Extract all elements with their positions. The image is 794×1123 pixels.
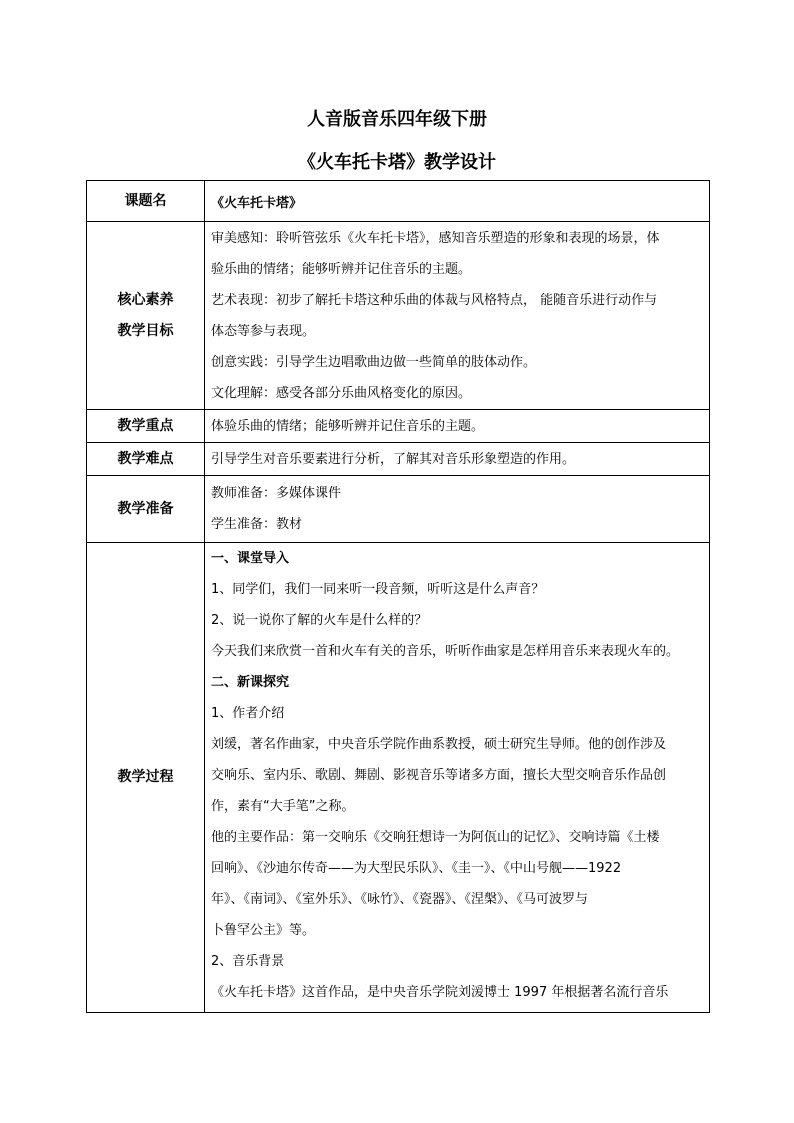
difficulty-text: 引导学生对音乐要素进行分析，了解其对音乐形象塑造的作用。 <box>211 451 576 467</box>
value-key-points <box>205 410 710 443</box>
process-line: 年》、《南词》、《室外乐》、《咏竹》、《瓷器》、《涅槃》、《马可波罗与 <box>211 892 589 907</box>
row-process <box>87 543 710 1013</box>
section-heading: 一、课堂导入 <box>211 551 290 566</box>
label-goals <box>87 222 205 410</box>
process-line: 他的主要作品：第一交响乐《交响狂想诗一为阿佤山的记忆》、交响诗篇《土楼 <box>211 830 660 845</box>
row-topic <box>87 181 710 222</box>
goal-line: 文化理解：感受各部分乐曲风格变化的原因。 <box>211 385 472 401</box>
prep-line: 学生准备：教材 <box>211 517 303 532</box>
section-heading: 二、新课探究 <box>211 675 290 690</box>
process-line: 今天我们来欣赏一首和火车有关的音乐，听听作曲家是怎样用音乐来表现火车的。 <box>211 644 680 659</box>
label-preparation: 教学准备 <box>87 476 205 543</box>
document-subtitle: 《火车托卡塔》教学设计 <box>298 152 496 173</box>
process-line: 刘缓，著名作曲家，中央音乐学院作曲系教授，硕士研究生导师。他的创作涉及 <box>211 737 667 752</box>
process-line: 2、说一说你了解的火车是什么样的？ <box>211 613 428 628</box>
lesson-plan-table <box>86 180 710 1013</box>
value-process <box>205 543 710 1013</box>
process-line: 交响乐、室内乐、歌剧、舞剧、影视音乐等诸多方面，擅长大型交响音乐作品创 <box>211 768 667 783</box>
goal-line: 验乐曲的情绪；能够听辨并记住音乐的主题。 <box>211 261 472 277</box>
row-difficulty <box>87 443 710 476</box>
process-line: 回响》、《沙迪尔传奇——为大型民乐队》、《圭一》、《中山号舰——1922 <box>211 861 622 876</box>
label-key-points: 教学重点 <box>87 410 205 443</box>
goal-line: 审美感知：聆听管弦乐《火车托卡塔》，感知音乐塑造的形象和表现的场景，体 <box>211 230 660 246</box>
row-preparation <box>87 476 710 543</box>
label-topic: 课题名 <box>87 181 205 222</box>
row-goals <box>87 222 710 410</box>
topic-name: 《火车托卡塔》 <box>211 195 303 211</box>
goal-line: 体态等参与表现。 <box>211 323 316 339</box>
value-preparation <box>205 476 710 543</box>
process-line: 《火车托卡塔》这首作品，是中央音乐学院刘湲博士 1997 年根据著名流行音乐 <box>211 985 669 1000</box>
label-goals-line1: 核心素养 <box>117 291 174 308</box>
goal-line: 创意实践：引导学生边唱歌曲边做一些简单的肢体动作。 <box>211 354 537 370</box>
row-key-points <box>87 410 710 443</box>
label-goals-line2: 教学目标 <box>117 322 174 339</box>
process-line: 2、音乐背景 <box>211 954 285 969</box>
document-title: 人音版音乐四年级下册 <box>307 109 487 130</box>
process-line: 1、作者介绍 <box>211 706 285 721</box>
value-difficulty <box>205 443 710 476</box>
process-line: 作，素有“大手笔”之称。 <box>211 799 355 814</box>
key-points-text: 体验乐曲的情绪；能够听辨并记住音乐的主题。 <box>211 418 485 434</box>
value-goals <box>205 222 710 410</box>
value-topic <box>205 181 710 222</box>
goal-line: 艺术表现：初步了解托卡塔这种乐曲的体裁与风格特点， 能随音乐进行动作与 <box>211 292 658 308</box>
process-line: 卜鲁罕公主》等。 <box>211 923 316 938</box>
prep-line: 教师准备：多媒体课件 <box>211 486 342 501</box>
process-line: 1、同学们，我们一同来听一段音频，听听这是什么声音？ <box>211 582 545 597</box>
label-difficulty: 教学难点 <box>87 443 205 476</box>
label-process: 教学过程 <box>87 543 205 1013</box>
